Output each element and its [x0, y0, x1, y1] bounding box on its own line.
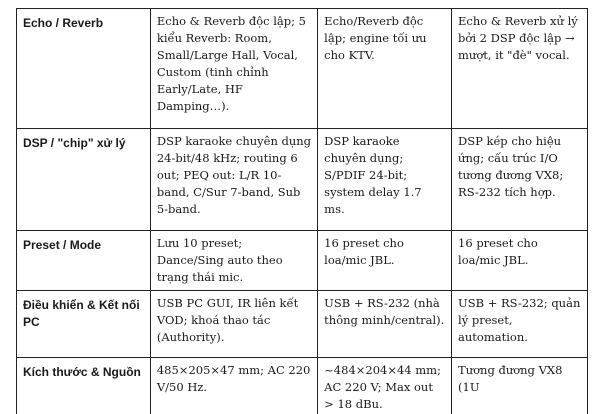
table-cell: 16 preset cho loa/mic JBL.: [318, 231, 452, 291]
table-cell: USB + RS-232 (nhà thông minh/central).: [318, 291, 452, 358]
table-cell: ~484×204×44 mm; AC 220 V; Max out > 18 dBu.: [318, 358, 452, 414]
table-cell: Echo & Reverb xử lý bởi 2 DSP độc lập → mượt, it "đè" vocal.: [452, 9, 588, 129]
row-label: Echo / Reverb: [17, 9, 151, 129]
comparison-table: [16, 8, 588, 414]
table-cell: 16 preset cho loa/mic JBL.: [452, 231, 588, 291]
table-cell: Lưu 10 preset; Dance/Sing auto theo trạng thái mic.: [150, 231, 317, 291]
table-cell: DSP karaoke chuyên dụng 24-bit/48 kHz; routing 6 out; PEQ out: L/R 10-band, C/Sur 7-band, Sub 5-band.: [150, 129, 317, 231]
table-cell: 485×205×47 mm; AC 220 V/50 Hz.: [150, 358, 317, 414]
table-cell: USB PC GUI, IR liên kết VOD; khoá thao tác (Authority).: [150, 291, 317, 358]
table-cell: Tương đương VX8 (1U: [452, 358, 588, 414]
table-row: [17, 358, 588, 414]
row-label: Preset / Mode: [17, 231, 151, 291]
table-row: [17, 291, 588, 358]
table-cell: Echo & Reverb độc lập; 5 kiểu Reverb: Room, Small/Large Hall, Vocal, Custom (tinh chỉnh Early/Late, HF Damping…).: [150, 9, 317, 129]
table-row: [17, 129, 588, 231]
table-row: [17, 231, 588, 291]
table-cell: DSP kép cho hiệu ứng; cấu trúc I/O tương đương VX8; RS-232 tích hợp.: [452, 129, 588, 231]
row-label: DSP / "chip" xử lý: [17, 129, 151, 231]
row-label: Kích thước & Nguồn: [17, 358, 151, 414]
table-row: [17, 9, 588, 129]
table-cell: USB + RS-232; quản lý preset, automation.: [452, 291, 588, 358]
table-cell: DSP karaoke chuyên dụng; S/PDIF 24-bit; system delay 1.7 ms.: [318, 129, 452, 231]
row-label: Điều khiển & Kết nối PC: [17, 291, 151, 358]
table-cell: Echo/Reverb độc lập; engine tối ưu cho KTV.: [318, 9, 452, 129]
